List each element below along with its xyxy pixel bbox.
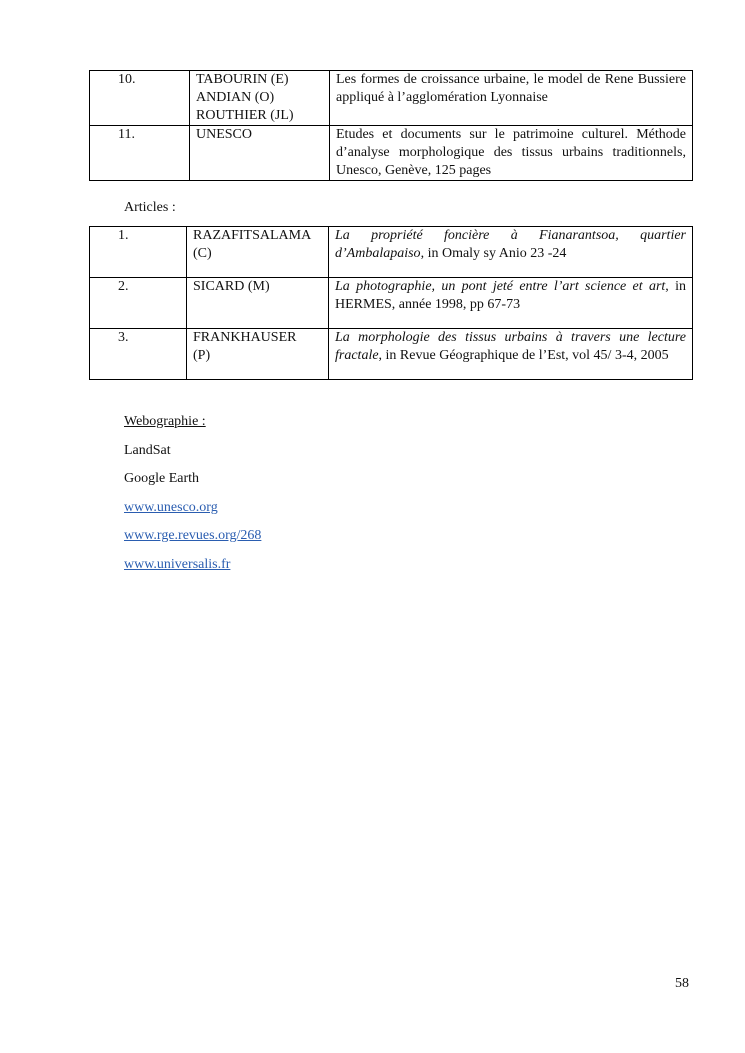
title-cell — [329, 329, 693, 380]
table-row — [90, 329, 693, 380]
author-name: SICARD (M) — [193, 279, 270, 294]
article-title: La photographie, un pont jeté entre l’art science et art — [335, 279, 666, 294]
table-row — [90, 126, 693, 181]
page-number: 58 — [675, 976, 689, 991]
author-name: FRANKHAUSER — [193, 330, 297, 345]
title-cell — [329, 278, 693, 329]
books-table — [89, 70, 693, 181]
title-cell: Les formes de croissance urbaine, le model de Rene Bussiere appliqué à l’agglomération Lyonnaise — [330, 71, 693, 126]
row-number: 2. — [90, 278, 187, 329]
article-title: La propriété foncière à Fianarantsoa, quartier d’Ambalapaiso — [335, 228, 686, 261]
author-name: (P) — [193, 348, 211, 363]
article-source: , in HERMES, année 1998, pp 67-73 — [335, 279, 686, 312]
author-name: ROUTHIER (JL) — [196, 108, 294, 123]
title-cell: Etudes et documents sur le patrimoine culturel. Méthode d’analyse morphologique des tissus urbains traditionnels, Unesco, Genève, 125 pages — [330, 126, 693, 181]
article-title: La morphologie des tissus urbains à travers une lecture fractale — [335, 330, 686, 363]
author-cell — [190, 71, 330, 126]
web-link-universalis[interactable]: www.universalis.fr — [124, 557, 231, 572]
author-cell — [190, 126, 330, 181]
row-number: 11. — [90, 126, 190, 181]
articles-heading: Articles : — [124, 200, 176, 215]
table-row — [90, 71, 693, 126]
author-name: (C) — [193, 246, 212, 261]
author-cell — [187, 329, 329, 380]
article-source: , in Omaly sy Anio 23 -24 — [420, 246, 567, 261]
web-link-rge[interactable]: www.rge.revues.org/268 — [124, 528, 262, 543]
webographie-heading: Webographie : — [124, 414, 206, 429]
row-number: 10. — [90, 71, 190, 126]
web-link-unesco[interactable]: www.unesco.org — [124, 500, 218, 515]
author-name: RAZAFITSALAMA — [193, 228, 312, 243]
web-source: Google Earth — [124, 471, 200, 486]
author-cell — [187, 227, 329, 278]
title-cell — [329, 227, 693, 278]
author-name: ANDIAN (O) — [196, 90, 275, 105]
row-number: 1. — [90, 227, 187, 278]
articles-table — [89, 226, 693, 380]
table-row — [90, 278, 693, 329]
author-name: UNESCO — [196, 127, 253, 142]
row-number: 3. — [90, 329, 187, 380]
author-name: TABOURIN (E) — [196, 72, 289, 87]
table-row — [90, 227, 693, 278]
author-cell — [187, 278, 329, 329]
web-source: LandSat — [124, 443, 171, 458]
article-source: , in Revue Géographique de l’Est, vol 45/ 3-4, 2005 — [378, 348, 669, 363]
